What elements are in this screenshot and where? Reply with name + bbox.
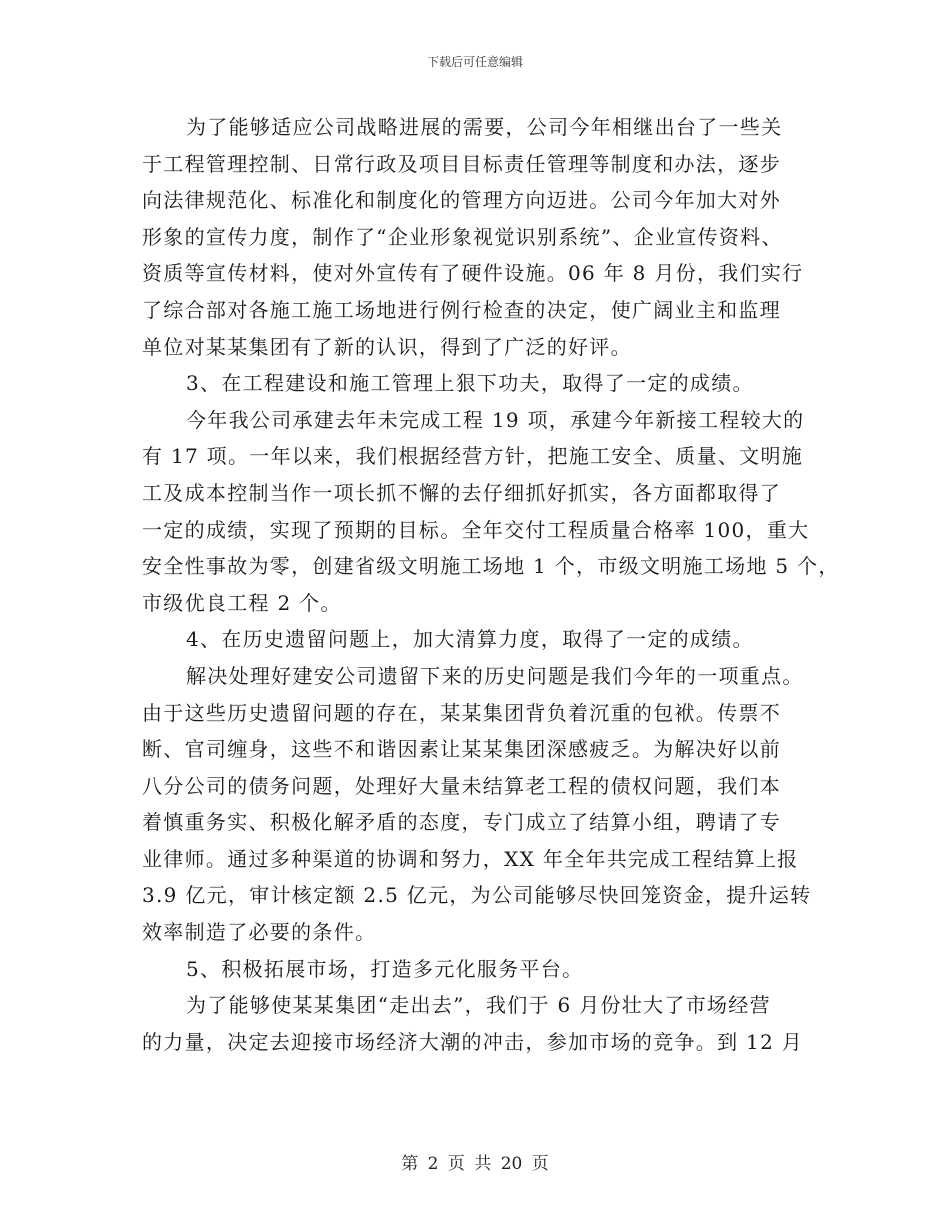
text-line: 今年我公司承建去年未完成工程 19 项，承建今年新接工程较大的 [186, 407, 805, 432]
text-line: 有 17 项。一年以来，我们根据经营方针，把施工安全、质量、文明施 [142, 444, 804, 469]
text-line: 资质等宣传材料，使对外宣传有了硬件设施。06 年 8 月份，我们实行 [142, 261, 804, 286]
page-number: 第 2 页 共 20 页 [401, 1154, 549, 1174]
text-line: 断、官司缠身，这些不和谐因素让某某集团深感疲乏。为解决好以前 [142, 737, 781, 762]
text-line: 为了能够适应公司战略进展的需要，公司今年相继出台了一些关 [186, 115, 783, 139]
text-line: 由于这些历史遗留问题的存在，某某集团背负着沉重的包袱。传票不 [142, 700, 781, 725]
text-line: 形象的宣传力度，制作了“企业形象视觉识别系统”、企业宣传资料、 [142, 224, 783, 249]
text-line: 的力量，决定去迎接市场经济大潮的冲击，参加市场的竞争。到 12 月 [142, 1029, 804, 1054]
text-line: 市级优良工程 2 个。 [142, 590, 342, 615]
text-line: 工及成本控制当作一项长抓不懈的去仔细抓好抓实，各方面都取得了 [142, 480, 781, 505]
text-line: 业律师。通过多种渠道的协调和努力，XX 年全年共完成工程结算上报 [142, 846, 799, 871]
text-line: 一定的成绩，实现了预期的目标。全年交付工程质量合格率 100，重大 [142, 517, 810, 542]
text-line: 解决处理好建安公司遗留下来的历史问题是我们今年的一项重点。 [186, 663, 804, 688]
text-line: 单位对某某集团有了新的认识，得到了广泛的好评。 [142, 334, 632, 359]
text-line: 着慎重务实、积极化解矛盾的态度，专门成立了结算小组，聘请了专 [142, 810, 781, 835]
document-body [142, 109, 840, 1060]
text-line: 于工程管理控制、日常行政及项目目标责任管理等制度和办法，逐步 [142, 151, 781, 176]
page-header: 下载后可任意编辑 [426, 55, 523, 69]
text-line: 了综合部对各施工施工场地进行例行检查的决定，使广阔业主和监理 [142, 297, 781, 322]
text-line: 安全性事故为零，创建省级文明施工场地 1 个，市级文明施工场地 5 个， [142, 554, 840, 579]
text-line: 八分公司的债务问题，处理好大量未结算老工程的债权问题，我们本 [142, 773, 781, 798]
section-heading: 4、在历史遗留问题上，加大清算力度，取得了一定的成绩。 [186, 627, 754, 652]
text-line: 向法律规范化、标准化和制度化的管理方向迈进。公司今年加大对外 [142, 188, 781, 213]
text-line: 为了能够使某某集团“走出去”，我们于 6 月份壮大了市场经营 [186, 993, 771, 1018]
text-line: 效率制造了必要的条件。 [142, 920, 377, 945]
section-heading: 3、在工程建设和施工管理上狠下功夫，取得了一定的成绩。 [186, 371, 754, 396]
text-line: 3.9 亿元，审计核定额 2.5 亿元，为公司能够尽快回笼资金，提升运转 [142, 883, 812, 908]
section-heading: 5、积极拓展市场，打造多元化服务平台。 [186, 956, 584, 981]
